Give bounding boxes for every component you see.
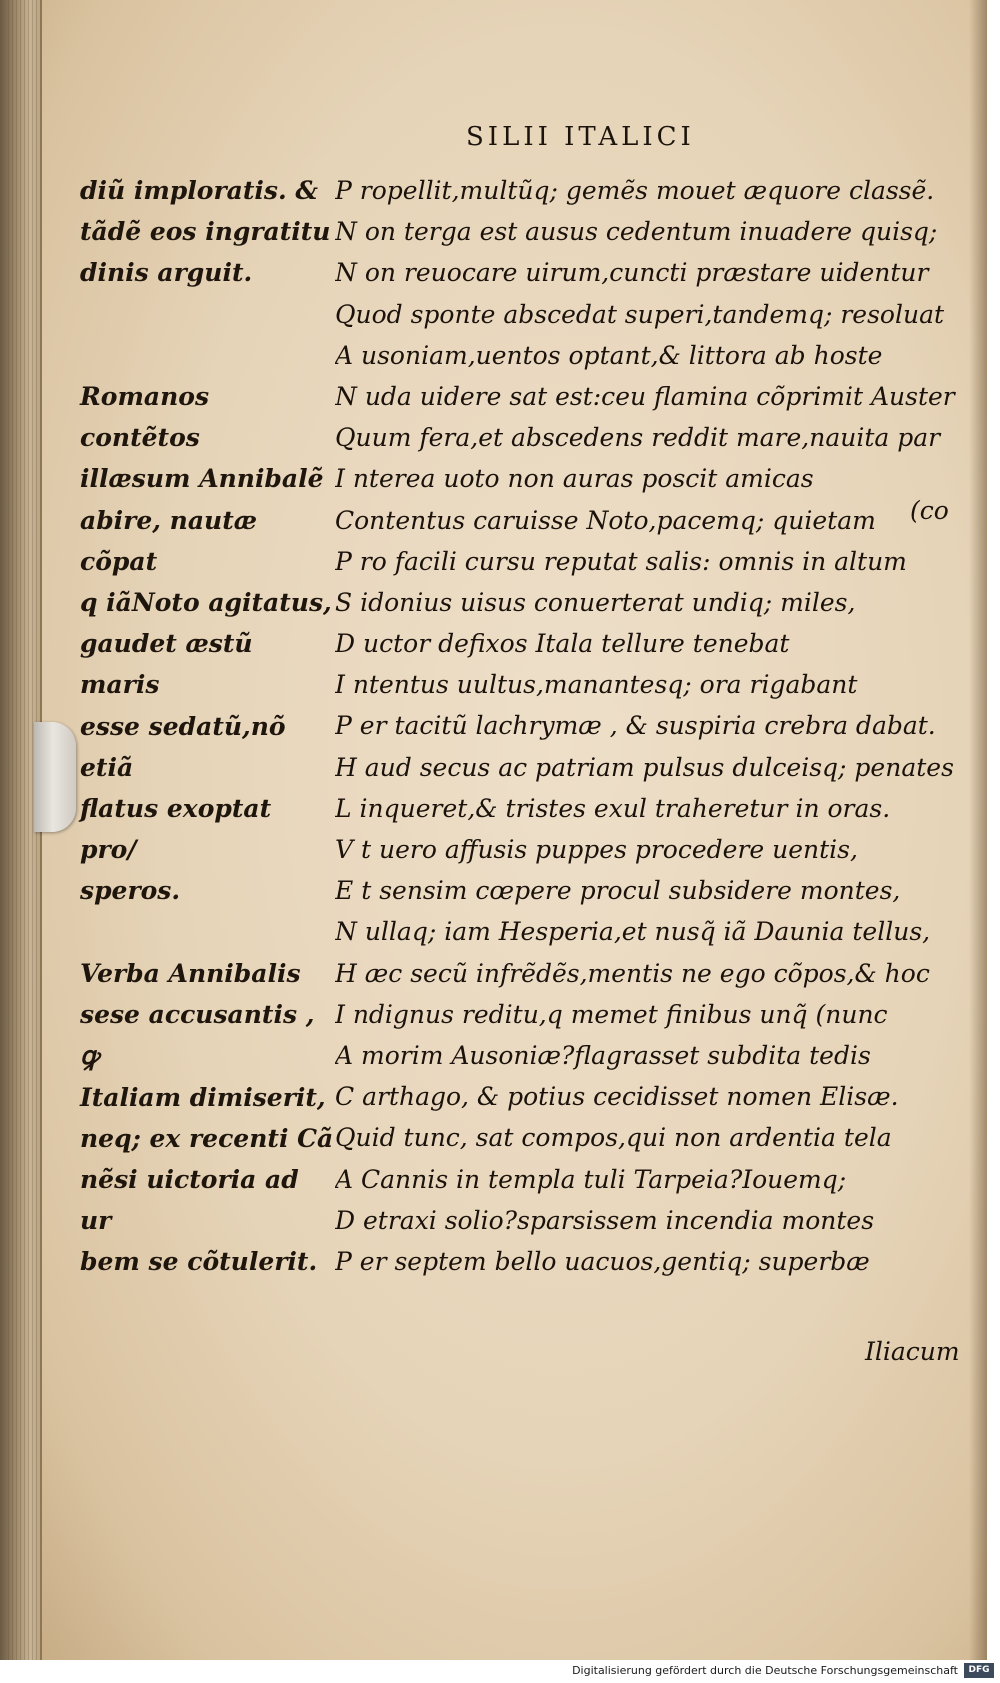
marginal-line: flatus exoptat pro/ <box>80 794 272 865</box>
verse-line: N on terga est ausus cedentum inuadere quisq; <box>335 217 938 247</box>
marginal-line: bem se cõtulerit. <box>80 1247 318 1277</box>
verse-line: A Cannis in templa tuli Tarpeia?Iouemq; <box>335 1164 847 1194</box>
verse-line: P ro facili cursu reputat salis: omnis in altum <box>335 546 907 576</box>
scan-footer <box>0 1660 1000 1683</box>
verse-line: A morim Ausoniæ?flagrasset subdita tedis <box>335 1040 871 1070</box>
marginal-line: Italiam dimiserit, <box>80 1082 326 1112</box>
verse-line: V t uero affusis puppes procedere uentis, <box>335 835 858 864</box>
marginal-note-3 <box>80 953 335 1283</box>
verse-line: P er septem bello uacuos,gentiq; superbæ <box>335 1246 870 1276</box>
marginal-note-1 <box>80 170 335 294</box>
verse-continuation-mark: (co <box>910 496 949 525</box>
verse-line: Quum fera,et abscedens reddit mare,nauita par <box>335 423 941 453</box>
verse-line: N uda uidere sat est:ceu flamina cõprimit Auster <box>335 381 955 411</box>
verse-line: A usoniam,uentos optant,& littora ab hoste <box>335 340 883 370</box>
verse-line: I ntentus uultus,manantesq; ora rigabant <box>335 670 858 700</box>
verse-line: N ullaq; iam Hesperia,et nusq̃ iã Daunia tellus, <box>335 917 931 947</box>
running-title: SILII ITALICI <box>466 122 695 152</box>
marginal-line: neq; ex recenti Cã <box>80 1123 334 1153</box>
marginal-line: gaudet æstũ maris <box>80 629 253 700</box>
verse-line: N on reuocare uirum,cuncti præstare uidentur <box>335 258 929 288</box>
catchword: Iliacum <box>865 1337 960 1366</box>
funding-credit: Digitalisierung gefördert durch die Deutsche Forschungsgemeinschaft <box>572 1664 958 1677</box>
verse-line: E t sensim cœpere procul subsidere montes, <box>335 876 901 906</box>
marginal-line: esse sedatũ,nõ etiã <box>80 711 286 782</box>
marginal-line: Romanos contẽtos <box>80 382 210 453</box>
verse-line: Quid tunc, sat compos,qui non ardentia tela <box>335 1123 892 1153</box>
verse-line: H æc secũ infrẽdẽs,mentis ne ego cõpos,& hoc <box>335 958 930 988</box>
verse-line: P ropellit,multũq; gemẽs mouet æquore classẽ. <box>335 176 935 205</box>
marginal-line: dinis arguit. <box>80 258 253 288</box>
verse-line: D uctor defixos Itala tellure tenebat <box>335 629 790 659</box>
verse-line: C arthago, & potius cecidisset nomen Elisæ. <box>335 1082 899 1112</box>
verse-line: L inqueret,& tristes exul traheretur in oras. <box>335 793 891 823</box>
verse-line: S idonius uisus conuerterat undiq; miles, <box>335 587 856 617</box>
verse-line: H aud secus ac patriam pulsus dulceisq; penates <box>335 752 954 782</box>
marginal-line: nẽsi uictoria ad ur <box>80 1165 299 1236</box>
marginal-line: Verba Annibalis <box>80 959 301 988</box>
marginal-line: diũ imploratis. & <box>80 176 318 205</box>
verse-line: D etraxi solio?sparsissem incendia montes <box>335 1205 875 1235</box>
verse-line: I ndignus reditu,q memet finibus unq̃ (nunc <box>335 999 888 1029</box>
verse-text <box>335 170 975 1282</box>
marginal-line: tãdẽ eos ingratitu <box>80 217 331 247</box>
marginal-line: speros. <box>80 876 181 906</box>
verse-line: Contentus caruisse Noto,pacemq; quietam <box>335 505 876 535</box>
book-clasp <box>34 722 76 832</box>
marginal-note-2 <box>80 376 335 912</box>
marginal-line: abire, nautæ cõpat <box>80 505 258 576</box>
dfg-logo-icon: DFG <box>964 1663 994 1678</box>
verse-line: P er tacitũ lachrymæ , & suspiria crebra dabat. <box>335 711 936 741</box>
verse-line: I nterea uoto non auras poscit amicas <box>335 464 814 494</box>
verse-line: Quod sponte abscedat superi,tandemq; resoluat <box>335 299 945 329</box>
marginal-line: q iãNoto agitatus, <box>80 588 332 618</box>
marginal-line: illæsum Annibalẽ <box>80 464 324 494</box>
marginal-line: sese accusantis , ꝙ <box>80 1000 315 1071</box>
